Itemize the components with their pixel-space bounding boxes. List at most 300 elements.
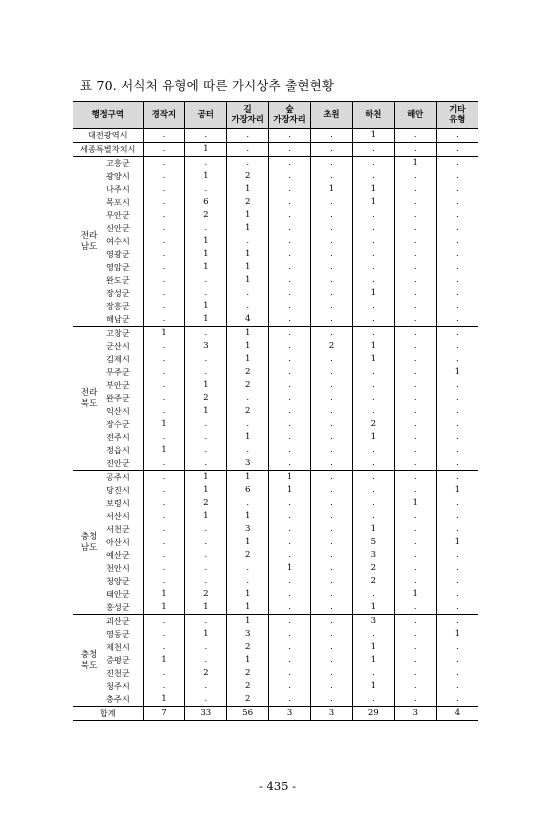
table-cell: . <box>143 287 185 300</box>
table-row <box>73 444 478 457</box>
table-cell: . <box>143 261 185 274</box>
city-name: 고흥군 <box>106 158 130 169</box>
table-cell: . <box>185 418 227 431</box>
city-name: 부안군 <box>106 380 130 391</box>
table-cell: . <box>311 392 353 405</box>
city-name: 목포시 <box>106 197 130 208</box>
table-cell: . <box>352 392 394 405</box>
table-row <box>73 170 478 183</box>
table-cell: . <box>394 484 436 497</box>
table-cell: . <box>436 170 478 183</box>
city-name: 정읍시 <box>106 445 130 456</box>
table-cell: . <box>143 209 185 222</box>
table-cell: . <box>352 588 394 601</box>
table-cell: . <box>436 405 478 418</box>
table-cell: . <box>269 143 311 157</box>
table-cell: . <box>352 497 394 510</box>
table-cell: . <box>394 575 436 588</box>
table-row <box>73 484 478 497</box>
table-cell: . <box>311 196 353 209</box>
table-cell: . <box>394 667 436 680</box>
table-cell: 2 <box>227 405 269 418</box>
table-cell: . <box>394 327 436 341</box>
table-row <box>73 405 478 418</box>
table-cell: 4 <box>436 707 478 721</box>
table-cell: . <box>143 170 185 183</box>
table-cell: . <box>352 261 394 274</box>
table-row <box>73 248 478 261</box>
table-cell: . <box>352 327 394 341</box>
table-cell: . <box>352 366 394 379</box>
table-cell: . <box>269 340 311 353</box>
table-cell: . <box>143 471 185 485</box>
table-cell: 5 <box>352 536 394 549</box>
table-cell: . <box>394 222 436 235</box>
table-row <box>73 536 478 549</box>
table-cell: . <box>311 654 353 667</box>
city-name: 무주군 <box>106 367 130 378</box>
table-cell: 1 <box>143 444 185 457</box>
region-name: 세종특별자치시 <box>73 143 143 157</box>
table-cell: 1 <box>352 196 394 209</box>
table-cell: . <box>185 654 227 667</box>
table-row <box>73 392 478 405</box>
table-cell: . <box>227 562 269 575</box>
region-name: 대전광역시 <box>73 129 143 143</box>
table-cell: . <box>394 457 436 471</box>
table-cell: . <box>143 366 185 379</box>
table-cell: . <box>269 170 311 183</box>
city-name: 익산시 <box>106 406 130 417</box>
table-cell: . <box>394 523 436 536</box>
province-label: 전라 남도 <box>73 157 105 327</box>
table-cell: 2 <box>227 680 269 693</box>
table-cell: 2 <box>352 418 394 431</box>
header-col: 경작지 <box>143 102 185 129</box>
table-cell: . <box>394 209 436 222</box>
city-name: 증평군 <box>106 655 130 666</box>
table-cell: . <box>269 196 311 209</box>
table-cell: . <box>394 261 436 274</box>
table-cell: 1 <box>227 431 269 444</box>
table-cell: 56 <box>227 707 269 721</box>
table-cell: . <box>227 287 269 300</box>
city-name: 나주시 <box>106 184 130 195</box>
city-name: 해남군 <box>105 313 143 327</box>
table-cell: . <box>143 667 185 680</box>
table-cell: 1 <box>185 170 227 183</box>
table-cell: 2 <box>185 392 227 405</box>
city-name: 당진시 <box>106 485 130 496</box>
table-cell: 1 <box>185 261 227 274</box>
table-row <box>73 601 478 615</box>
table-cell: . <box>436 641 478 654</box>
table-cell: . <box>436 183 478 196</box>
table-cell: 2 <box>352 562 394 575</box>
city-name: 예산군 <box>106 550 130 561</box>
table-row <box>73 575 478 588</box>
table-cell: . <box>143 575 185 588</box>
table-cell: . <box>436 444 478 457</box>
table-cell: . <box>436 196 478 209</box>
table-cell: . <box>352 248 394 261</box>
table-cell: . <box>269 209 311 222</box>
city-name: 보령시 <box>106 498 130 509</box>
table-cell: . <box>394 183 436 196</box>
table-cell: . <box>269 313 311 327</box>
table-cell: . <box>269 353 311 366</box>
table-cell: . <box>143 143 185 157</box>
table-cell: . <box>143 129 185 143</box>
table-cell: 1 <box>143 588 185 601</box>
table-cell: . <box>143 484 185 497</box>
table-cell: . <box>143 615 185 629</box>
table-cell: . <box>311 129 353 143</box>
table-cell: 1 <box>227 536 269 549</box>
table-cell: 1 <box>227 209 269 222</box>
table-cell: . <box>436 549 478 562</box>
table-cell: . <box>143 353 185 366</box>
table-cell: . <box>185 444 227 457</box>
table-cell: . <box>394 536 436 549</box>
table-cell: . <box>269 129 311 143</box>
table-cell: . <box>352 444 394 457</box>
table-cell: 3 <box>185 340 227 353</box>
table-row <box>73 549 478 562</box>
table-cell: . <box>436 562 478 575</box>
table-cell: . <box>311 157 353 171</box>
table-cell: . <box>311 667 353 680</box>
table-cell: . <box>143 510 185 523</box>
table-cell: . <box>311 562 353 575</box>
table-cell: . <box>269 654 311 667</box>
table-cell: . <box>185 575 227 588</box>
table-cell: . <box>185 615 227 629</box>
table-cell: 1 <box>143 601 185 615</box>
table-cell: . <box>311 536 353 549</box>
table-cell: . <box>143 379 185 392</box>
table-cell: . <box>269 601 311 615</box>
table-cell: . <box>436 575 478 588</box>
table-cell: . <box>269 536 311 549</box>
city-name: 홍성군 <box>105 601 143 615</box>
city-name: 청주시 <box>106 681 130 692</box>
table-cell: . <box>311 235 353 248</box>
table-cell: 3 <box>311 707 353 721</box>
table-cell: 1 <box>436 536 478 549</box>
table-cell: 1 <box>185 471 227 485</box>
table-cell: . <box>269 431 311 444</box>
table-cell: . <box>185 641 227 654</box>
table-cell: . <box>352 300 394 313</box>
city-name: 장수군 <box>106 419 130 430</box>
table-cell: 2 <box>227 549 269 562</box>
table-cell: . <box>311 693 353 707</box>
table-cell: 1 <box>352 129 394 143</box>
table-cell: 2 <box>227 170 269 183</box>
table-row <box>73 183 478 196</box>
city-name: 장성군 <box>106 288 130 299</box>
table-cell: 3 <box>227 628 269 641</box>
table-cell: . <box>185 183 227 196</box>
city-name: 전주시 <box>106 432 130 443</box>
total-row <box>73 707 478 721</box>
table-cell: . <box>311 601 353 615</box>
table-cell: . <box>394 170 436 183</box>
table-cell: 2 <box>227 641 269 654</box>
table-cell: 1 <box>227 261 269 274</box>
table-cell: . <box>143 562 185 575</box>
table-cell: . <box>185 222 227 235</box>
table-cell: 1 <box>352 183 394 196</box>
city-name: 서산시 <box>106 511 130 522</box>
table-row <box>73 313 478 327</box>
table-row <box>73 157 478 171</box>
table-row <box>73 654 478 667</box>
table-cell: . <box>394 248 436 261</box>
city-name: 아산시 <box>106 537 130 548</box>
table-cell: . <box>352 471 394 485</box>
table-cell: . <box>352 693 394 707</box>
table-cell: . <box>311 510 353 523</box>
table-cell: . <box>185 431 227 444</box>
header-col: 초원 <box>311 102 353 129</box>
table-cell: . <box>143 405 185 418</box>
table-cell: . <box>311 379 353 392</box>
table-cell: . <box>269 157 311 171</box>
table-cell: . <box>227 235 269 248</box>
table-cell: 1 <box>269 562 311 575</box>
table-cell: . <box>394 510 436 523</box>
table-cell: . <box>394 654 436 667</box>
table-cell: . <box>436 340 478 353</box>
table-cell: 1 <box>352 340 394 353</box>
table-cell: . <box>394 641 436 654</box>
table-cell: . <box>352 510 394 523</box>
table-cell: . <box>311 170 353 183</box>
table-cell: 1 <box>185 628 227 641</box>
table-row <box>73 457 478 471</box>
table-cell: . <box>269 379 311 392</box>
table-cell: 3 <box>227 457 269 471</box>
table-cell: . <box>394 405 436 418</box>
table-cell: . <box>311 575 353 588</box>
table-cell: 2 <box>227 693 269 707</box>
table-cell: . <box>394 287 436 300</box>
table-cell: . <box>143 641 185 654</box>
table-cell: . <box>269 261 311 274</box>
table-cell: . <box>227 444 269 457</box>
table-cell: 1 <box>352 287 394 300</box>
table-cell: 1 <box>352 601 394 615</box>
table-cell: . <box>269 300 311 313</box>
table-cell: . <box>185 562 227 575</box>
table-cell: . <box>185 353 227 366</box>
table-row <box>73 274 478 287</box>
table-cell: . <box>311 628 353 641</box>
header-col: 공터 <box>185 102 227 129</box>
table-cell: . <box>269 641 311 654</box>
table-cell: . <box>143 457 185 471</box>
table-cell: . <box>352 313 394 327</box>
table-cell: . <box>394 418 436 431</box>
table-cell: . <box>311 444 353 457</box>
table-cell: 1 <box>394 157 436 171</box>
table-cell: . <box>352 222 394 235</box>
table-cell: 1 <box>436 366 478 379</box>
table-cell: . <box>311 418 353 431</box>
table-row <box>73 523 478 536</box>
table-cell: . <box>394 353 436 366</box>
table-cell: . <box>311 209 353 222</box>
city-name: 신안군 <box>106 223 130 234</box>
table-cell: 6 <box>185 196 227 209</box>
header-col: 해안 <box>394 102 436 129</box>
table-cell: 3 <box>269 707 311 721</box>
table-cell: 1 <box>352 654 394 667</box>
table-cell: . <box>436 418 478 431</box>
table-cell: . <box>311 523 353 536</box>
table-cell: . <box>227 497 269 510</box>
table-cell: . <box>436 392 478 405</box>
table-row <box>73 693 478 707</box>
table-cell: . <box>436 129 478 143</box>
table-cell: 2 <box>227 379 269 392</box>
table-cell: . <box>269 693 311 707</box>
table-row <box>73 628 478 641</box>
table-cell: . <box>185 129 227 143</box>
city-name: 영암군 <box>106 262 130 273</box>
table-cell: 2 <box>185 588 227 601</box>
table-cell: . <box>352 235 394 248</box>
city-name: 완주군 <box>106 393 130 404</box>
table-cell: . <box>436 457 478 471</box>
table-cell: . <box>185 366 227 379</box>
habitat-occurrence-table <box>73 101 478 721</box>
header-col: 길 가장자리 <box>227 102 269 129</box>
table-cell: . <box>269 510 311 523</box>
table-cell: . <box>269 615 311 629</box>
table-row <box>73 641 478 654</box>
table-row <box>73 340 478 353</box>
table-cell: . <box>269 549 311 562</box>
table-cell: . <box>436 601 478 615</box>
table-cell: . <box>311 497 353 510</box>
table-cell: . <box>436 261 478 274</box>
city-name: 제천시 <box>106 642 130 653</box>
province-label: 충청 남도 <box>73 471 105 615</box>
table-cell: 2 <box>352 575 394 588</box>
table-cell: . <box>311 484 353 497</box>
table-cell: . <box>394 628 436 641</box>
table-cell: . <box>269 392 311 405</box>
table-cell: 2 <box>185 667 227 680</box>
table-row <box>73 510 478 523</box>
table-cell: . <box>394 431 436 444</box>
province-label: 충청 북도 <box>73 615 105 707</box>
table-cell: . <box>311 274 353 287</box>
table-row <box>73 588 478 601</box>
table-cell: . <box>143 549 185 562</box>
table-cell: . <box>436 654 478 667</box>
table-cell: . <box>311 222 353 235</box>
table-cell: 1 <box>352 431 394 444</box>
table-cell: . <box>352 143 394 157</box>
table-cell: . <box>143 248 185 261</box>
city-name: 천안시 <box>106 563 130 574</box>
table-cell: . <box>436 667 478 680</box>
table-cell: . <box>311 588 353 601</box>
table-row <box>73 261 478 274</box>
table-cell: . <box>269 274 311 287</box>
table-cell: . <box>269 366 311 379</box>
table-row <box>73 418 478 431</box>
table-cell: . <box>185 274 227 287</box>
table-row <box>73 431 478 444</box>
table-cell: 1 <box>185 379 227 392</box>
table-row <box>73 209 478 222</box>
province-label: 전라 북도 <box>73 327 105 471</box>
table-cell: . <box>394 444 436 457</box>
table-cell: . <box>143 196 185 209</box>
table-cell: 3 <box>352 615 394 629</box>
header-region: 행정구역 <box>73 102 143 129</box>
table-cell: 1 <box>352 353 394 366</box>
table-cell: . <box>436 209 478 222</box>
table-cell: . <box>143 183 185 196</box>
table-cell: 6 <box>227 484 269 497</box>
table-cell: . <box>311 353 353 366</box>
table-cell: . <box>227 143 269 157</box>
city-name: 무안군 <box>106 210 130 221</box>
table-cell: 1 <box>227 654 269 667</box>
table-cell: . <box>311 143 353 157</box>
table-cell: . <box>185 549 227 562</box>
table-cell: 29 <box>352 707 394 721</box>
table-cell: . <box>394 392 436 405</box>
table-cell: . <box>436 431 478 444</box>
table-cell: . <box>394 693 436 707</box>
table-cell: . <box>269 183 311 196</box>
table-cell: . <box>269 235 311 248</box>
table-cell: . <box>185 680 227 693</box>
city-name: 태안군 <box>106 589 130 600</box>
table-cell: . <box>436 497 478 510</box>
table-cell: . <box>436 157 478 171</box>
table-cell: . <box>269 667 311 680</box>
table-cell: . <box>311 405 353 418</box>
table-row <box>73 196 478 209</box>
table-cell: 1 <box>185 300 227 313</box>
table-cell: . <box>436 287 478 300</box>
table-cell: . <box>269 418 311 431</box>
table-cell: 1 <box>143 327 185 341</box>
table-cell: 2 <box>227 667 269 680</box>
table-cell: . <box>394 196 436 209</box>
table-row <box>73 497 478 510</box>
table-cell: . <box>436 523 478 536</box>
table-row <box>73 366 478 379</box>
table-cell: . <box>143 235 185 248</box>
table-cell: 1 <box>269 471 311 485</box>
table-cell: . <box>143 680 185 693</box>
table-cell: . <box>143 497 185 510</box>
table-cell: 1 <box>227 601 269 615</box>
table-row <box>73 680 478 693</box>
table-cell: 1 <box>185 235 227 248</box>
table-cell: . <box>269 523 311 536</box>
table-cell: . <box>352 274 394 287</box>
